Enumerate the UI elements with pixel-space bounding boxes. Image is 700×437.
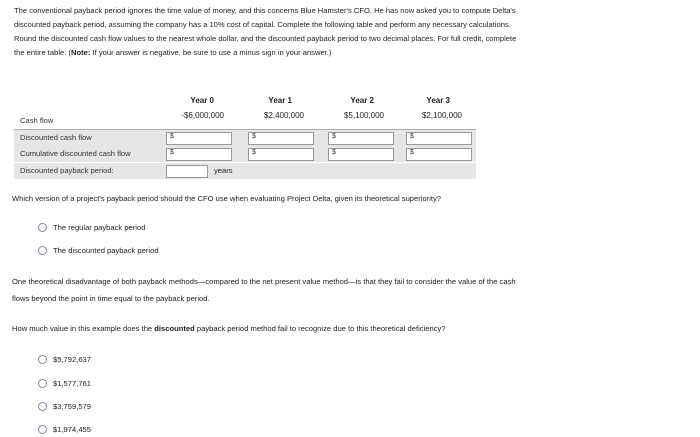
instructions-line-4-end: If your answer is negative, be sure to use a minus sign in your answer.) — [90, 48, 332, 57]
instructions-line-4 — [14, 46, 686, 60]
option-value-1[interactable] — [38, 355, 91, 364]
header-year-3: Year 3 — [426, 96, 450, 105]
currency-symbol: $ — [332, 133, 336, 140]
option-value-4[interactable] — [38, 425, 91, 434]
discounted-cash-flow-label: Discounted cash flow — [20, 133, 92, 142]
header-year-1: Year 1 — [268, 96, 292, 105]
radio-button[interactable] — [38, 379, 47, 388]
option-label: $1,577,761 — [53, 379, 92, 388]
instructions-line-2: discounted payback period, assuming the company has a 10% cost of capital. Complete the following table and perform any necessary calculations. — [14, 20, 511, 29]
option-label: The discounted payback period — [53, 246, 159, 255]
discounted-payback-period-input[interactable] — [166, 165, 208, 178]
radio-button[interactable] — [38, 223, 47, 232]
radio-button[interactable] — [38, 246, 47, 255]
option-label: The regular payback period — [53, 223, 146, 232]
radio-button[interactable] — [38, 402, 47, 411]
discounted-cash-flow-year-3-input[interactable] — [406, 132, 472, 145]
discounted-cash-flow-row — [14, 129, 476, 146]
question-2-end: payback period method fail to recognize due to this theoretical deficiency? — [194, 324, 446, 333]
radio-button[interactable] — [38, 425, 47, 434]
option-discounted-payback[interactable] — [38, 246, 159, 255]
option-label: $3,759,579 — [53, 402, 92, 411]
cumulative-discounted-cash-flow-label: Cumulative discounted cash flow — [20, 149, 131, 158]
instructions-line-4-start: the entire table. ( — [14, 48, 71, 57]
paragraph-line-1: One theoretical disadvantage of both payback methods—compared to the net present value method—is that they fail to consider the value of the cash — [12, 277, 516, 286]
cumulative-year-3-input[interactable] — [406, 148, 472, 161]
question-2-emphasis: discounted — [154, 324, 195, 333]
radio-button[interactable] — [38, 355, 47, 364]
discounted-payback-period-label: Discounted payback period: — [20, 166, 114, 175]
cash-flow-year-3: $2,100,000 — [421, 111, 462, 120]
question-payback-version: Which version of a project's payback period should the CFO use when evaluating Project Delta, given its theoretical superiority? — [12, 194, 442, 203]
currency-symbol: $ — [252, 149, 256, 156]
option-regular-payback[interactable] — [38, 223, 145, 232]
header-year-0: Year 0 — [190, 96, 214, 105]
cumulative-discounted-cash-flow-row — [14, 146, 476, 162]
cumulative-year-0-input[interactable] — [166, 148, 232, 161]
currency-symbol: $ — [410, 133, 414, 140]
cash-flow-year-0: -$6,000,000 — [181, 111, 224, 120]
cumulative-year-1-input[interactable] — [248, 148, 314, 161]
paragraph-line-2: flows beyond the point in time equal to the payback period. — [12, 294, 210, 303]
question-unrecognized-value — [12, 324, 446, 333]
header-year-2: Year 2 — [350, 96, 374, 105]
theoretical-disadvantage-text — [12, 273, 688, 307]
option-value-3[interactable] — [38, 402, 91, 411]
question-2-start: How much value in this example does the — [12, 324, 155, 333]
discounted-cash-flow-year-2-input[interactable] — [328, 132, 394, 145]
instructions-line-1: The conventional payback period ignores the time value of money, and this concerns Blue Hamster's CFO. He has now asked you to compute Delta's — [14, 6, 516, 15]
currency-symbol: $ — [252, 133, 256, 140]
cash-flow-row — [14, 113, 476, 129]
discounted-cash-flow-year-0-input[interactable] — [166, 132, 232, 145]
cash-flow-label: Cash flow — [20, 116, 54, 125]
currency-symbol: $ — [170, 149, 174, 156]
discounted-payback-period-row — [14, 163, 476, 179]
currency-symbol: $ — [332, 149, 336, 156]
discounted-cash-flow-year-1-input[interactable] — [248, 132, 314, 145]
option-value-2[interactable] — [38, 379, 91, 388]
note-label: Note: — [71, 48, 91, 57]
currency-symbol: $ — [170, 133, 174, 140]
cash-flow-year-2: $5,100,000 — [343, 111, 384, 120]
years-unit: years — [214, 166, 233, 175]
instructions — [14, 4, 686, 60]
option-label: $1,974,455 — [53, 425, 92, 434]
cash-flow-year-1: $2,400,000 — [263, 111, 304, 120]
option-label: $5,792,637 — [53, 355, 92, 364]
cumulative-year-2-input[interactable] — [328, 148, 394, 161]
instructions-line-3: Round the discounted cash flow values to the nearest whole dollar, and the discounted payback period to two decimal places. For full credit, complete — [14, 34, 517, 43]
currency-symbol: $ — [410, 149, 414, 156]
